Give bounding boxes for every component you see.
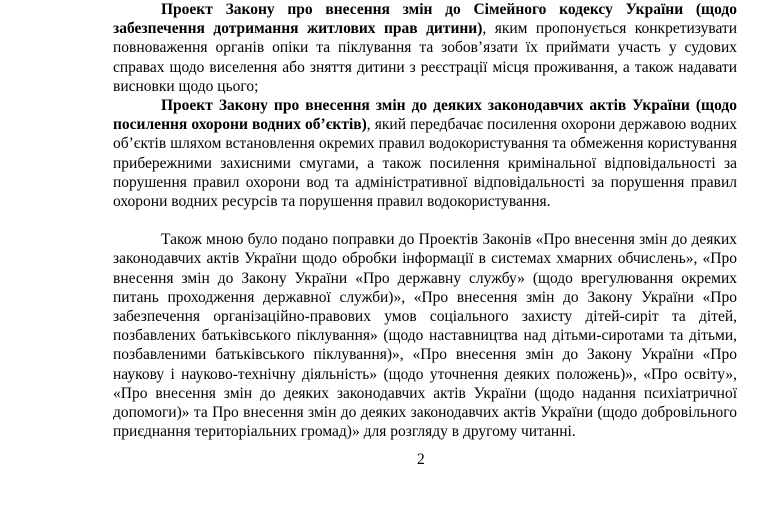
paragraph-water-protection-bill — [113, 96, 737, 211]
bill-title-family-code: Проект Закону про внесення змін до Сімейного кодексу України (щодо забезпечення дотримання житлових прав дитини) — [113, 1, 737, 38]
bill-description-family-code: , яким пропонується конкретизувати повноваження органів опіки та піклування та зобов’язати їх приймати участь у судових справах щодо виселення або зняття дитини з реєстрації місця проживання, а також надавати висновки щодо цього; — [113, 20, 737, 95]
page-number: 2 — [417, 451, 425, 468]
bill-title-water-protection: Проект Закону про внесення змін до деяких законодавчих актів України (щодо посилення охорони водних об’єктів) — [113, 97, 737, 134]
bill-description-water-protection: , який передбачає посилення охорони державою водних об’єктів шляхом встановлення окремих правил водокористування та обмеження користування прибережними захисними смугами, а також посилення кримінальної відповідальності за порушення правил охорони вод та адміністративної відповідальності за порушення правил охорони водних ресурсів та порушення правил водокористування. — [113, 116, 737, 211]
paragraph-amendments — [113, 230, 737, 441]
amendments-text: Також мною було подано поправки до Проектів Законів «Про внесення змін до деяких законодавчих актів України щодо обробки інформації в системах хмарних обчислень», «Про внесення змін до Закону України «Про державну службу» (щодо врегулювання окремих питань проходження державної служби)», «Про внесення змін до Закону України «Про забезпечення організаційно-правових умов соціального захисту дітей-сиріт та дітей, позбавлених батьківського піклування» (щодо наставництва над дітьми-сиротами та дітьми, позбавленими батьківського піклування)», «Про внесення змін до Закону України «Про наукову і науково-технічну діяльність» (щодо уточнення деяких положень)», «Про освіту», «Про внесення змін до деяких законодавчих актів України (щодо надання психіатричної допомоги)» та Про внесення змін до деяких законодавчих актів України (щодо добровільного приєднання територіальних громад)» для розгляду в другому читанні. — [113, 231, 737, 441]
document-page — [113, 0, 737, 441]
paragraph-family-code-bill — [113, 0, 737, 96]
